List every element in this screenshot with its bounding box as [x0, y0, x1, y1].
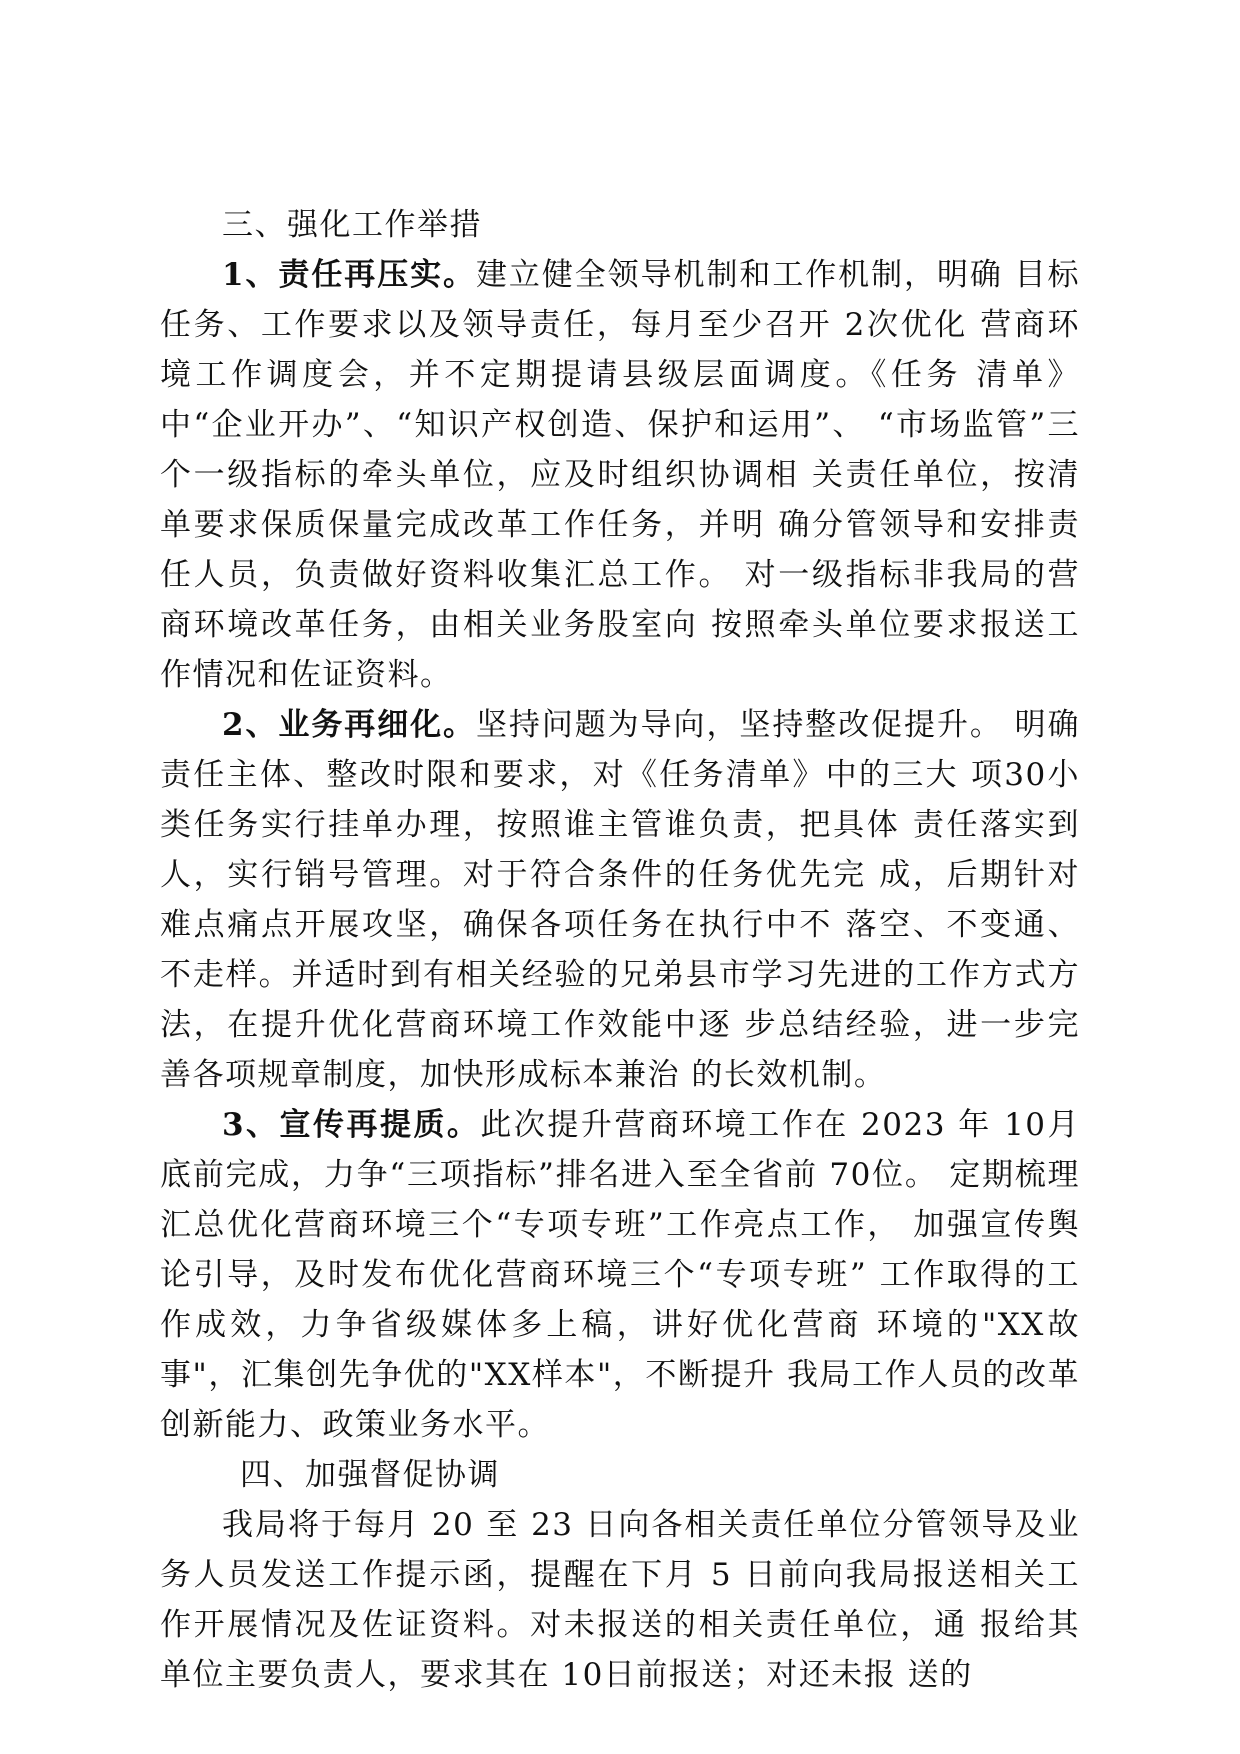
item-3-body: 此次提升营商环境工作在 2023 年 10月底前完成，力争“三项指标”排名进入至全省前 70位。 定期梳理汇总优化营商环境三个“专项专班”工作亮点工作， 加强宣传舆论引导，及时发布优化营商环境三个“专项专班” 工作取得的工作成效，力争省级媒体多上稿，讲好优化营商 环境的"XX故事"，汇集创先争优的"XX样本"，不断提升 我局工作人员的改革创新能力、政策业务水平。 [160, 1107, 1080, 1443]
item-1-paragraph [160, 250, 1080, 700]
item-1-lead: 1、责任再压实。 [222, 257, 476, 293]
document-body [160, 200, 1080, 1700]
item-3-lead: 3、宣传再提质。 [222, 1107, 481, 1143]
section-4-paragraph: 我局将于每月 20 至 23 日向各相关责任单位分管领导及业务人员发送工作提示函，提醒在下月 5 日前向我局报送相关工作开展情况及佐证资料。对未报送的相关责任单位，通 报给其单位主要负责人，要求其在 10日前报送；对还未报 送的 [160, 1507, 1080, 1693]
item-1-body: 建立健全领导机制和工作机制，明确 目标任务、工作要求以及领导责任，每月至少召开 2次优化 营商环境工作调度会，并不定期提请县级层面调度。《任务 清单》中“企业开办”、“知识产权创造、保护和运用”、 “市场监管”三个一级指标的牵头单位，应及时组织协调相 关责任单位，按清单要求保质保量完成改革工作任务，并明 确分管领导和安排责任人员，负责做好资料收集汇总工作。 对一级指标非我局的营商环境改革任务，由相关业务股室向 按照牵头单位要求报送工作情况和佐证资料。 [160, 257, 1080, 693]
section-3-heading: 三、强化工作举措 [222, 207, 482, 243]
item-2-body: 坚持问题为导向，坚持整改促提升。 明确责任主体、整改时限和要求，对《任务清单》中的三大 项30小类任务实行挂单办理，按照谁主管谁负责，把具体 责任落实到人，实行销号管理。对于符合条件的任务优先完 成，后期针对难点痛点开展攻坚，确保各项任务在执行中不 落空、不变通、不走样。并适时到有相关经验的兄弟县市学习先进的工作方式方法，在提升优化营商环境工作效能中逐 步总结经验，进一步完善各项规章制度，加快形成标本兼治 的长效机制。 [160, 707, 1080, 1093]
item-3-paragraph [160, 1100, 1080, 1450]
section-4-heading: 四、加强督促协调 [240, 1457, 500, 1493]
item-2-paragraph [160, 700, 1080, 1100]
item-2-lead: 2、业务再细化。 [222, 707, 476, 743]
